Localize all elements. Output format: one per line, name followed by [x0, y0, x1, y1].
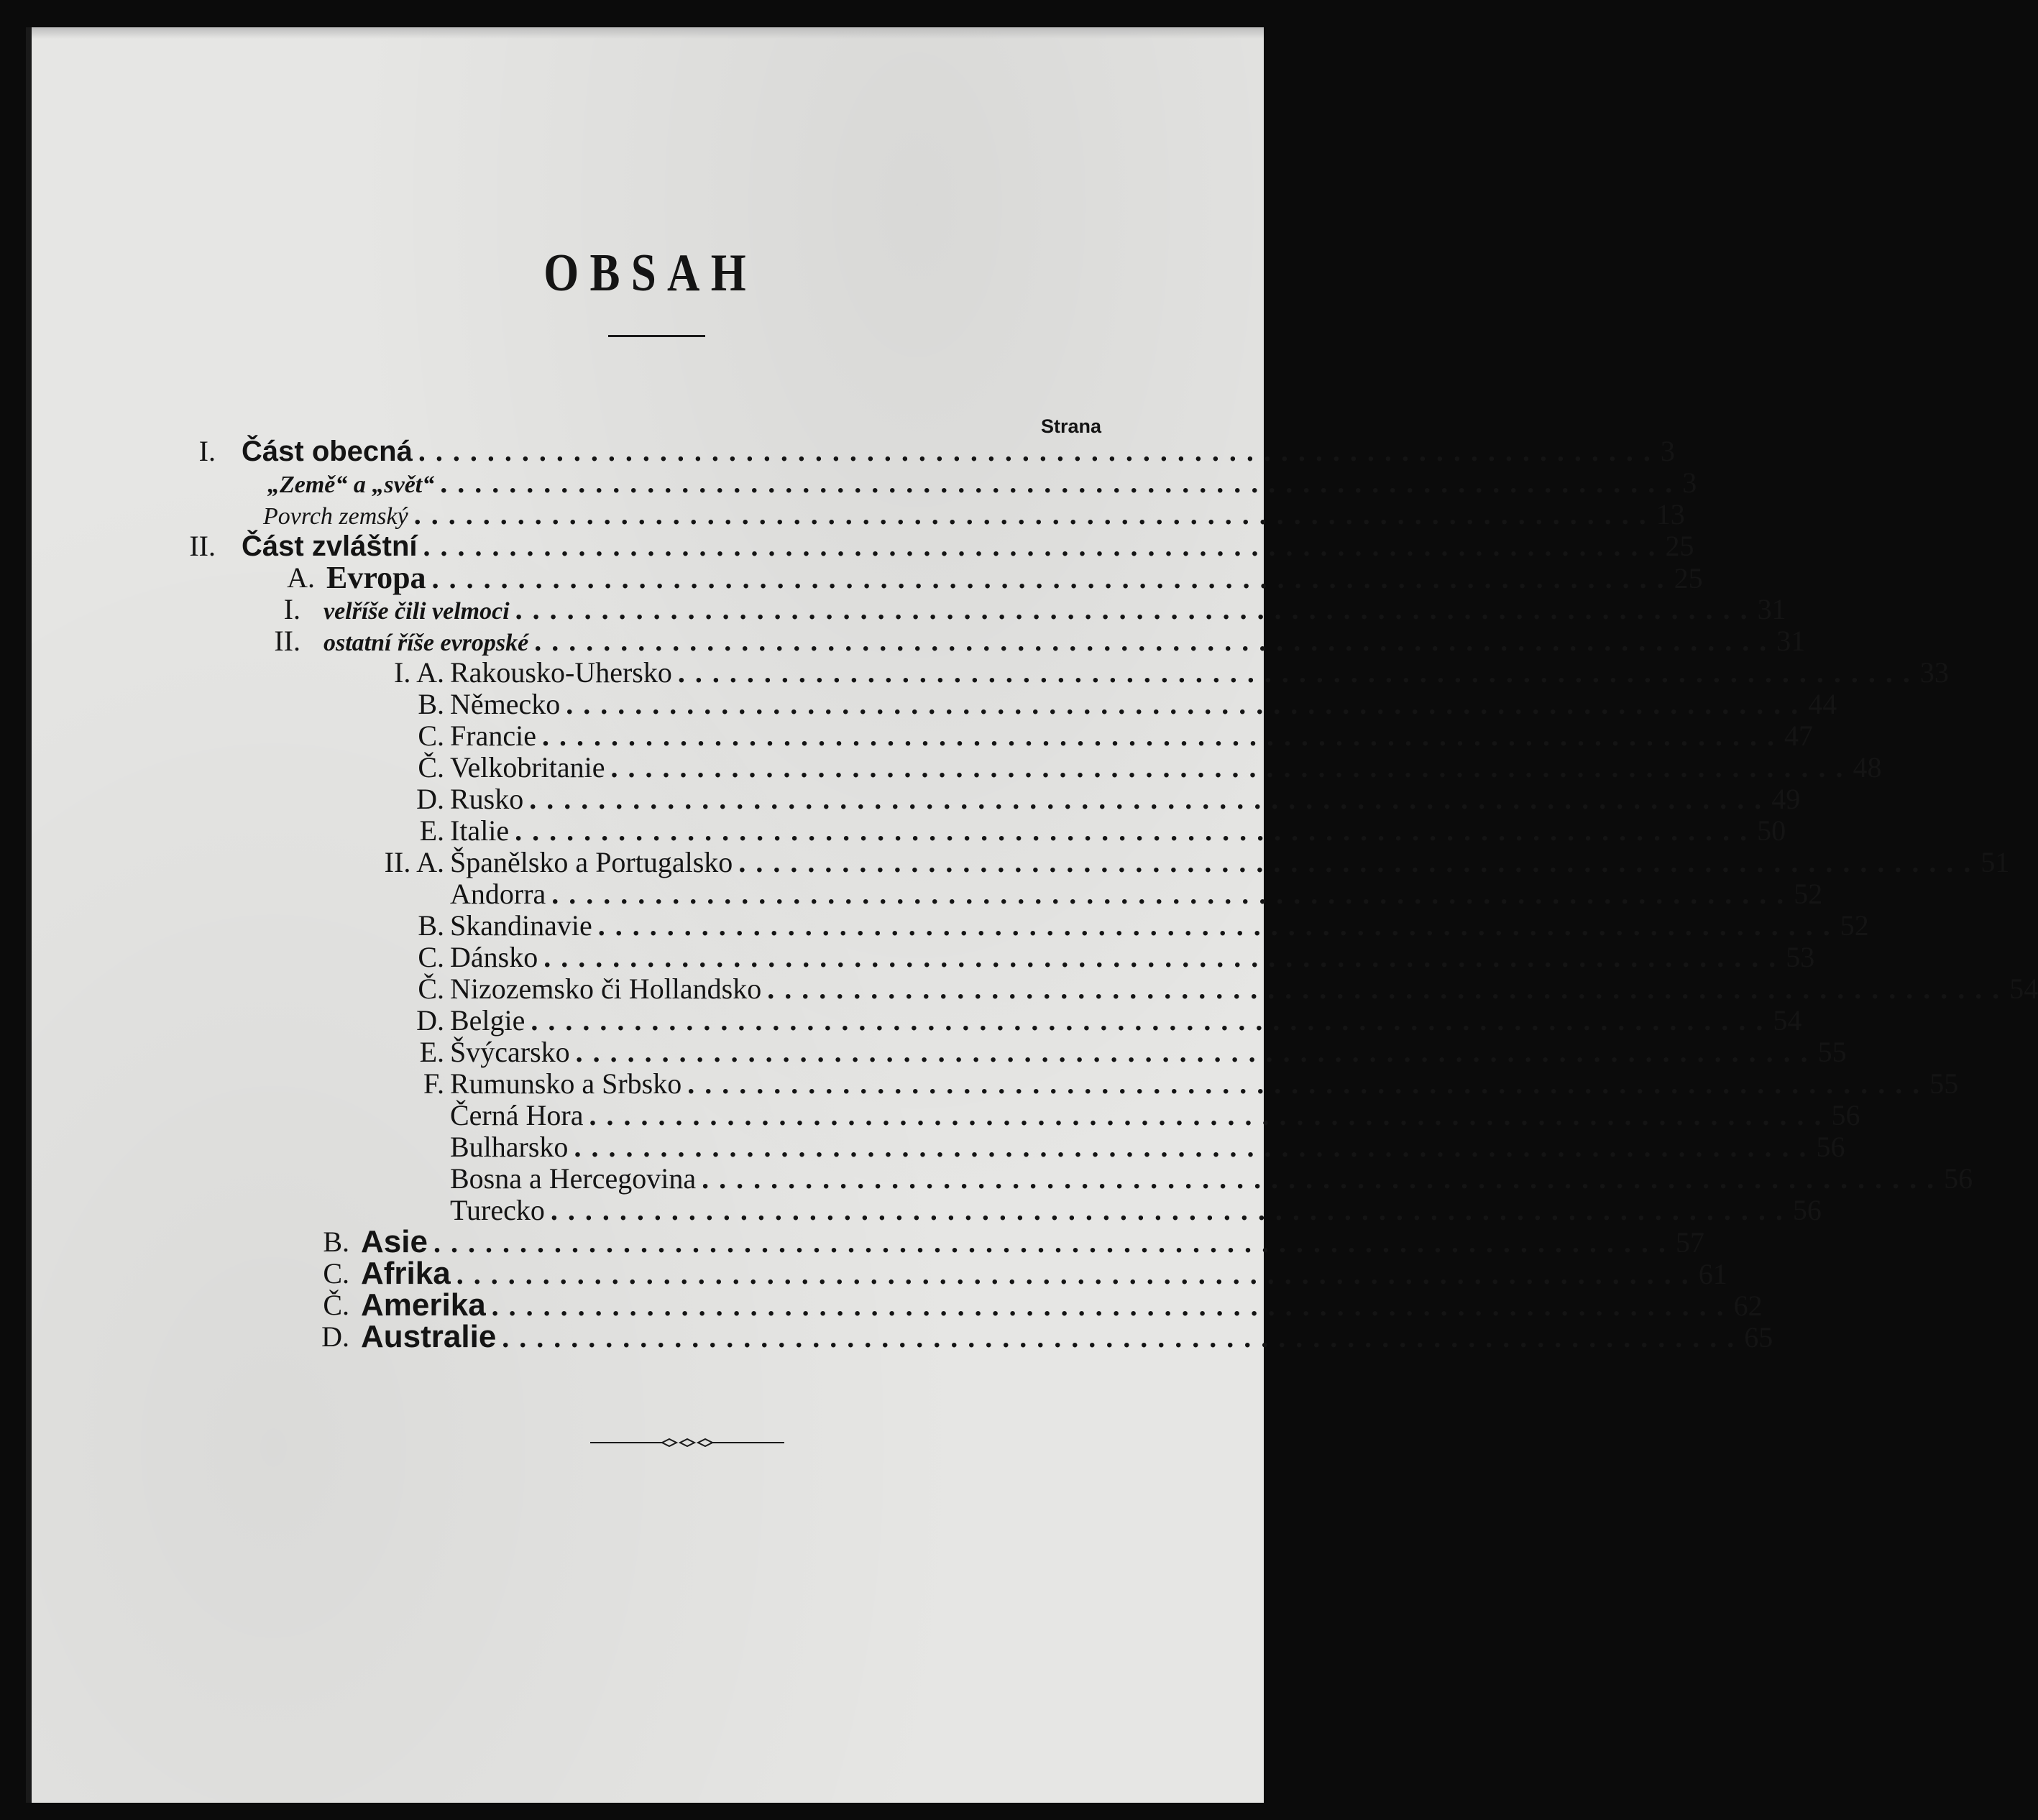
toc-row — [26, 909, 1869, 942]
toc-page-number: 57 — [1675, 1226, 1704, 1259]
toc-row — [26, 593, 1786, 625]
toc-entry — [450, 909, 1869, 942]
toc-entry — [361, 1256, 1727, 1291]
toc-number: A. — [287, 561, 315, 594]
toc-page-number: 25 — [1665, 530, 1694, 562]
toc-page-number: 31 — [1776, 625, 1806, 657]
toc-entry — [450, 941, 1815, 973]
page-title: OBSAH — [543, 244, 758, 303]
toc-entry — [326, 560, 1703, 595]
toc-number: Č. — [418, 751, 444, 783]
toc-label: Francie — [450, 720, 536, 752]
toc-page-number: 33 — [1919, 656, 1949, 689]
toc-number: Č. — [323, 1289, 349, 1321]
dot-leader: ........................................................................ — [550, 1194, 1793, 1226]
toc-label: Turecko — [450, 1194, 545, 1226]
toc-label: Skandinavie — [450, 909, 592, 942]
dot-leader: ........................................................................ — [515, 814, 1758, 847]
toc-page-number: 13 — [1656, 498, 1685, 530]
toc-row — [26, 435, 1675, 467]
toc-entry — [450, 720, 1813, 752]
toc-page-number: 48 — [1853, 751, 1882, 783]
toc-label: Povrch zemský — [263, 503, 408, 530]
toc-entry — [450, 846, 2010, 878]
toc-label: Asie — [361, 1224, 428, 1259]
toc-row — [26, 1036, 1847, 1068]
toc-number: Č. — [418, 973, 444, 1005]
toc-row — [26, 783, 1801, 815]
toc-label: Nizozemsko či Hollandsko — [450, 973, 762, 1005]
toc-number: B. — [323, 1226, 349, 1258]
toc-page-number: 52 — [1840, 909, 1869, 942]
toc-label: ostatní říše evropské — [323, 630, 529, 656]
toc-page-number: 50 — [1757, 814, 1786, 847]
toc-entry — [450, 1162, 1973, 1195]
toc-label: Španělsko a Portugalsko — [450, 846, 733, 878]
toc-row — [26, 1067, 1959, 1100]
toc-label: Část zvláštní — [242, 530, 418, 562]
toc-page-number: 61 — [1698, 1258, 1727, 1290]
toc-page-number: 44 — [1808, 688, 1837, 720]
toc-entry — [361, 1224, 1704, 1259]
dot-leader: ........................................................................ — [589, 1099, 1832, 1131]
toc-row — [26, 1224, 1704, 1259]
toc-row — [26, 1287, 1763, 1323]
toc-number: C. — [418, 720, 444, 752]
toc-page-number: 54 — [1773, 1004, 1802, 1037]
toc-page-number: 55 — [1817, 1036, 1847, 1068]
toc-number: II. — [189, 530, 216, 562]
toc-row — [26, 1319, 1773, 1354]
toc-label: Belgie — [450, 1004, 525, 1037]
title-divider — [608, 335, 705, 337]
toc-label: „Země“ a „svět“ — [267, 472, 435, 498]
toc-row — [26, 1004, 1802, 1037]
dot-leader: ........................................................................ — [456, 1258, 1699, 1290]
toc-entry — [323, 625, 1806, 657]
dot-leader: ........................................................................ — [534, 625, 1777, 657]
toc-label: Andorra — [450, 878, 546, 910]
toc-entry — [450, 1099, 1860, 1131]
toc-row — [26, 1194, 1822, 1226]
toc-number: II. — [274, 625, 300, 657]
dot-leader: ........................................................................ — [491, 1290, 1734, 1322]
dot-leader: ........................................................................ — [431, 562, 1674, 594]
dot-leader: ........................................................................ — [767, 973, 2010, 1005]
toc-row — [26, 467, 1697, 499]
toc-entry — [450, 751, 1882, 783]
toc-row — [26, 656, 1949, 689]
toc-page-number: 53 — [1786, 941, 1815, 973]
toc-number: B. — [418, 688, 444, 720]
dot-leader: ........................................................................ — [597, 909, 1840, 942]
toc-number: F. — [423, 1067, 444, 1100]
toc-row — [26, 1131, 1845, 1163]
page-top-shadow — [26, 27, 1264, 39]
dot-leader: ........................................................................ — [515, 593, 1758, 625]
toc-label: Evropa — [326, 560, 426, 595]
toc-number: I. — [198, 435, 216, 467]
dot-leader: ........................................................................ — [440, 467, 1683, 499]
toc-number: B. — [418, 909, 444, 942]
toc-number: E. — [419, 814, 444, 847]
toc-page-number: 25 — [1674, 562, 1703, 594]
toc-entry — [450, 1131, 1845, 1163]
toc-number: C. — [418, 941, 444, 973]
toc-label: velříše čili velmoci — [323, 598, 510, 625]
toc-row — [26, 1256, 1727, 1291]
dot-leader: ........................................................................ — [502, 1321, 1745, 1353]
toc-entry — [450, 973, 2038, 1005]
dot-leader: ........................................................................ — [541, 720, 1784, 752]
dot-leader: ........................................................................ — [677, 656, 1920, 689]
toc-row — [26, 941, 1815, 973]
toc-label: Bosna a Hercegovina — [450, 1162, 697, 1195]
toc-page-number: 52 — [1794, 878, 1823, 910]
toc-number: D. — [321, 1320, 349, 1353]
toc-entry — [450, 878, 1823, 910]
toc-label: Rakousko-Uhersko — [450, 656, 672, 689]
toc-label: Australie — [361, 1319, 497, 1354]
toc-row — [26, 560, 1703, 595]
toc-entry — [450, 1036, 1847, 1068]
dot-leader: ........................................................................ — [529, 783, 1772, 815]
toc-page-number: 56 — [1831, 1099, 1860, 1131]
toc-number: C. — [323, 1257, 349, 1290]
toc-entry — [242, 435, 1675, 467]
toc-page-number: 51 — [1980, 846, 2010, 878]
toc-page-number: 31 — [1757, 593, 1786, 625]
toc-page-number: 56 — [1944, 1162, 1973, 1195]
toc-entry — [450, 783, 1801, 815]
toc-label: Černá Hora — [450, 1099, 584, 1131]
toc-page-number: 55 — [1929, 1067, 1959, 1100]
toc-label: Dánsko — [450, 941, 538, 973]
dot-leader: ........................................................................ — [566, 688, 1809, 720]
toc-entry — [361, 1287, 1763, 1323]
toc-page-number: 56 — [1792, 1194, 1822, 1226]
toc-row — [26, 814, 1786, 847]
toc-entry — [267, 467, 1697, 499]
dot-leader: ........................................................................ — [574, 1131, 1817, 1163]
toc-label: Amerika — [361, 1287, 486, 1323]
toc-number: D. — [416, 1004, 444, 1037]
toc-row — [26, 530, 1694, 562]
toc-entry — [263, 498, 1685, 530]
dot-leader: ........................................................................ — [575, 1036, 1818, 1068]
dot-leader: ........................................................................ — [543, 941, 1786, 973]
toc-page-number: 47 — [1784, 720, 1813, 752]
toc-row — [26, 846, 2010, 878]
toc-page-number: 54 — [2009, 973, 2038, 1005]
toc-row — [26, 973, 2038, 1005]
toc-row — [26, 625, 1806, 657]
dot-leader: ........................................................................ — [687, 1067, 1930, 1100]
toc-number: I. A. — [394, 656, 444, 689]
dot-leader: ........................................................................ — [551, 878, 1794, 910]
toc-entry — [450, 656, 1949, 689]
toc-label: Rumunsko a Srbsko — [450, 1067, 682, 1100]
toc-page-number: 3 — [1682, 467, 1697, 499]
toc-label: Italie — [450, 814, 510, 847]
toc-label: Rusko — [450, 783, 524, 815]
dot-leader: ........................................................................ — [418, 435, 1661, 467]
dot-leader: ........................................................................ — [423, 530, 1666, 562]
toc-entry — [450, 688, 1837, 720]
toc-label: Německo — [450, 688, 561, 720]
toc-label: Velkobritanie — [450, 751, 605, 783]
toc-number: E. — [419, 1036, 444, 1068]
dot-leader: ........................................................................ — [433, 1226, 1676, 1259]
toc-row — [26, 720, 1813, 752]
toc-entry — [242, 530, 1694, 562]
toc-row — [26, 751, 1882, 783]
toc-entry — [450, 1194, 1822, 1226]
toc-entry — [323, 593, 1786, 625]
toc-entry — [450, 1067, 1959, 1100]
dot-leader: ........................................................................ — [702, 1162, 1945, 1195]
toc-row — [26, 688, 1837, 720]
toc-label: Švýcarsko — [450, 1036, 570, 1068]
toc-page-number: 56 — [1816, 1131, 1845, 1163]
scanned-page — [26, 27, 2038, 1803]
toc-label: Afrika — [361, 1256, 451, 1291]
toc-label: Bulharsko — [450, 1131, 569, 1163]
dot-leader: ........................................................................ — [610, 751, 1853, 783]
toc-page-number: 3 — [1660, 435, 1675, 467]
toc-entry — [450, 814, 1786, 847]
toc-page-number: 65 — [1744, 1321, 1773, 1353]
toc-row — [26, 498, 1685, 530]
toc-page-number: 62 — [1733, 1290, 1763, 1322]
dot-leader: ........................................................................ — [531, 1004, 1773, 1037]
page-column-header: Strana — [1041, 415, 1102, 437]
toc-page-number: 49 — [1771, 783, 1801, 815]
toc-entry — [361, 1319, 1773, 1354]
toc-row — [26, 1099, 1860, 1131]
dot-leader: ........................................................................ — [413, 498, 1656, 530]
toc-number: D. — [416, 783, 444, 815]
toc-label: Část obecná — [242, 436, 413, 467]
toc-row — [26, 1162, 1973, 1195]
toc-number: II. A. — [384, 846, 444, 878]
toc-row — [26, 878, 1823, 910]
end-ornament — [590, 1438, 784, 1448]
toc-entry — [450, 1004, 1802, 1037]
dot-leader: ........................................................................ — [738, 846, 1981, 878]
toc-number: I. — [283, 593, 300, 625]
